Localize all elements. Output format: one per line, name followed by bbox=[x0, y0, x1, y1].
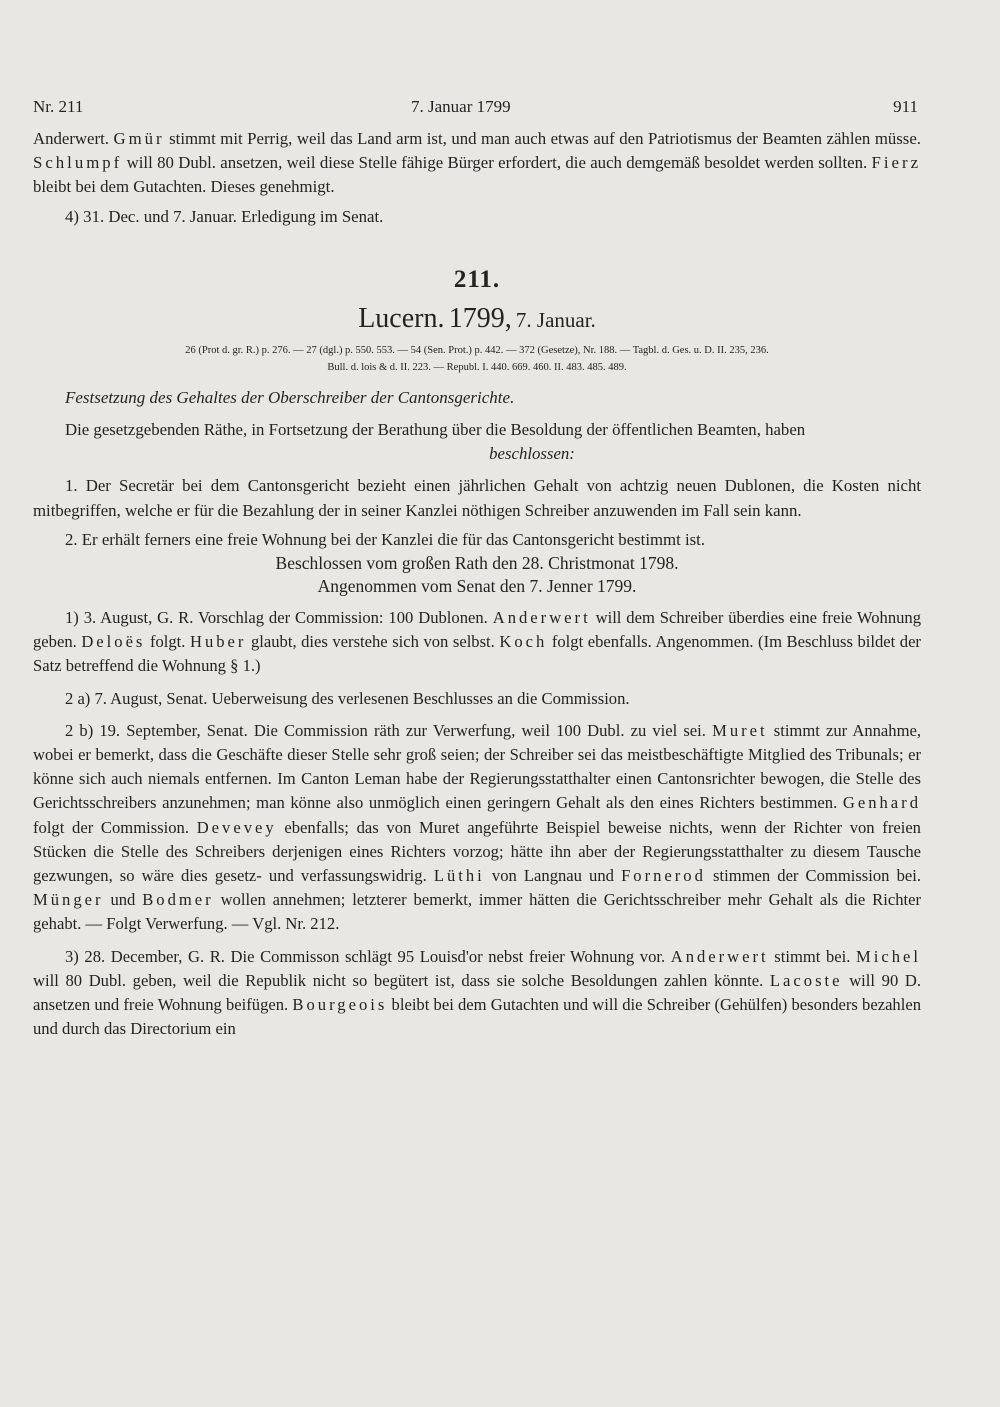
speaker-name: Genhard bbox=[842, 793, 921, 813]
text-run: folgt ebenfalls. Angenommen. (Im Beschluss bildet der Satz betreffend die Wohnung § 1.) bbox=[33, 632, 921, 676]
speaker-name: Deloës bbox=[81, 632, 146, 652]
text-run: stimmt bei. bbox=[774, 946, 851, 966]
prev-paragraph bbox=[33, 127, 921, 200]
source-references bbox=[33, 342, 921, 376]
text-run: stimmt zur Annahme, wobei er bemerkt, dass die Geschäfte dieser Stelle sehr groß seien; der Schreiber sei das meistbeschäftigte Mitglied des Tribunals; er könne sich auch niemals entfernen. Im Canton Leman habe der Regierungsstatthalter einen Cantonsrichter bewogen, die Stelle des Gerichtsschreibers anzunehmen; man könne also unmöglich einen geringern Gehalt als den eines Richters bestimmen. bbox=[33, 720, 922, 813]
article-1: 1. Der Secretär bei dem Cantonsgericht bezieht einen jährlichen Gehalt von achtzig neuen Dublonen, die Kosten nicht mitbegriffen, welche er für die Bezahlung der in seiner Kanzlei nöthigen Schreiber anzuwenden im Fall sein kann. bbox=[33, 476, 921, 520]
prev-note-4: 4) 31. Dec. und 7. Januar. Erledigung im Senat. bbox=[65, 206, 384, 226]
speaker-name: Koch bbox=[499, 632, 548, 652]
text-run: stimmen der Commission bei. bbox=[713, 866, 921, 886]
header-left: Nr. 211 bbox=[33, 97, 84, 116]
speaker-name: Anderwert bbox=[492, 608, 591, 628]
text-run: ebenfalls; das von Muret angeführte Beispiel beweise nichts, wenn der Richter von freien Stücken die Stelle des Schreibers derjenigen eines Richters vorzog; hätte ihn aber der Regierungsstatthalter zu diesem Tausche gezwungen, so wäre dies gesetz- und verfassungswidrig. bbox=[33, 817, 921, 886]
footnote-2a: 2 a) 7. August, Senat. Ueberweisung des verlesenen Beschlusses an die Commission. bbox=[65, 688, 630, 708]
text-run: 3) 28. December, G. R. Die Commisson schlägt 95 Louisd'or nebst freier Wohnung vor. bbox=[65, 946, 666, 966]
footnote-2b bbox=[33, 719, 921, 937]
text-run: stimmt mit Perrig, weil das Land arm ist, und man auch etwas auf den Patriotismus der Beamten zählen müsse. bbox=[169, 129, 921, 148]
document-date: 7. Januar. bbox=[515, 307, 596, 332]
text-run: und bbox=[110, 890, 136, 910]
speaker-name: Fornerod bbox=[621, 866, 706, 886]
footnote-1 bbox=[33, 606, 921, 679]
text-run: wollen annehmen; letzterer bemerkt, immer hätten die Gerichtsschreiber mehr Gehalt als die Richter gehabt. — Folgt Verwerfung. — Vgl. Nr. 212. bbox=[33, 890, 921, 934]
text-run: von Langnau und bbox=[491, 866, 614, 886]
speaker-name: Huber bbox=[189, 632, 247, 652]
enacting-formula: beschlossen: bbox=[489, 444, 575, 464]
text-run: bleibt bei dem Gutachten. Dieses genehmigt. bbox=[33, 177, 335, 197]
speaker-name: Münger bbox=[33, 890, 104, 910]
speaker-name: Lacoste bbox=[769, 970, 843, 990]
text-run: Anderwert. bbox=[33, 129, 109, 148]
text-run: will 90 D. ansetzen und freie Wohnung beifügen. bbox=[33, 970, 922, 1015]
speaker-name: Michel bbox=[855, 946, 921, 966]
speaker-name: Devevey bbox=[196, 817, 277, 837]
speaker-name: Bourgeois bbox=[292, 995, 388, 1015]
document-heading bbox=[33, 303, 921, 338]
speaker-name: Fierz bbox=[871, 153, 922, 173]
document-rubric: Festsetzung des Gehaltes der Oberschreiber der Cantonsgerichte. bbox=[65, 387, 515, 407]
text-run: will 80 Dubl. geben, weil die Republik nicht so begütert ist, dass sie solche Besoldungen zahlen könnte. bbox=[33, 970, 764, 990]
speaker-name: Anderwert bbox=[670, 946, 769, 966]
text-run: glaubt, dies verstehe sich von selbst. bbox=[250, 632, 495, 652]
article-2: 2. Er erhält ferners eine freie Wohnung bei der Kanzlei die für das Cantonsgericht bestimmt ist. bbox=[65, 529, 706, 549]
document-place: Lucern. bbox=[358, 302, 445, 334]
preamble: Die gesetzgebenden Räthe, in Fortsetzung der Berathung über die Besoldung der öffentlichen Beamten, haben bbox=[65, 420, 806, 440]
text-run: bleibt bei dem Gutachten und will die Schreiber (Gehülfen) besonders bezahlen und durch das Directorium ein bbox=[33, 995, 921, 1039]
speaker-name: Gmür bbox=[113, 129, 165, 148]
page-number: 911 bbox=[893, 97, 918, 116]
speaker-name: Schlumpf bbox=[33, 153, 123, 173]
closing-line: Beschlossen vom großen Rath den 28. Christmonat 1798. bbox=[275, 553, 679, 574]
speaker-name: Lüthi bbox=[433, 866, 485, 886]
document-year: 1799, bbox=[448, 302, 512, 334]
speaker-name: Bodmer bbox=[142, 890, 214, 910]
closing-line: Angenommen vom Senat den 7. Jenner 1799. bbox=[317, 576, 637, 597]
text-run: folgt der Commission. bbox=[33, 817, 189, 837]
text-run: will 80 Dubl. ansetzen, weil diese Stelle fähige Bürger erfordert, die auch demgemäß besoldet werden sollten. bbox=[126, 153, 868, 173]
text-run: folgt. bbox=[149, 632, 186, 652]
text-run: 2 b) 19. September, Senat. Die Commission räth zur Verwerfung, weil 100 Dubl. zu viel sei. bbox=[65, 720, 706, 740]
speaker-name: Muret bbox=[712, 720, 768, 740]
page-body bbox=[33, 127, 921, 1041]
text-run: 1) 3. August, G. R. Vorschlag der Commission: 100 Dublonen. bbox=[65, 608, 488, 628]
running-header bbox=[33, 97, 918, 121]
text-run: will dem Schreiber überdies eine freie Wohnung geben. bbox=[33, 608, 922, 652]
header-date: 7. Januar 1799 bbox=[411, 97, 511, 116]
footnote-3 bbox=[33, 945, 921, 1042]
document-number: 211. bbox=[453, 265, 501, 293]
source-line: Bull. d. lois & d. II. 223. — Republ. I. 440. 669. 460. II. 483. 485. 489. bbox=[327, 361, 627, 373]
source-line: 26 (Prot d. gr. R.) p. 276. — 27 (dgl.) p. 550. 553. — 54 (Sen. Prot.) p. 442. — 372 (Gesetze), Nr. 188. — Tagbl. d. Ges. u. D. II. 235, 236. bbox=[185, 344, 769, 356]
